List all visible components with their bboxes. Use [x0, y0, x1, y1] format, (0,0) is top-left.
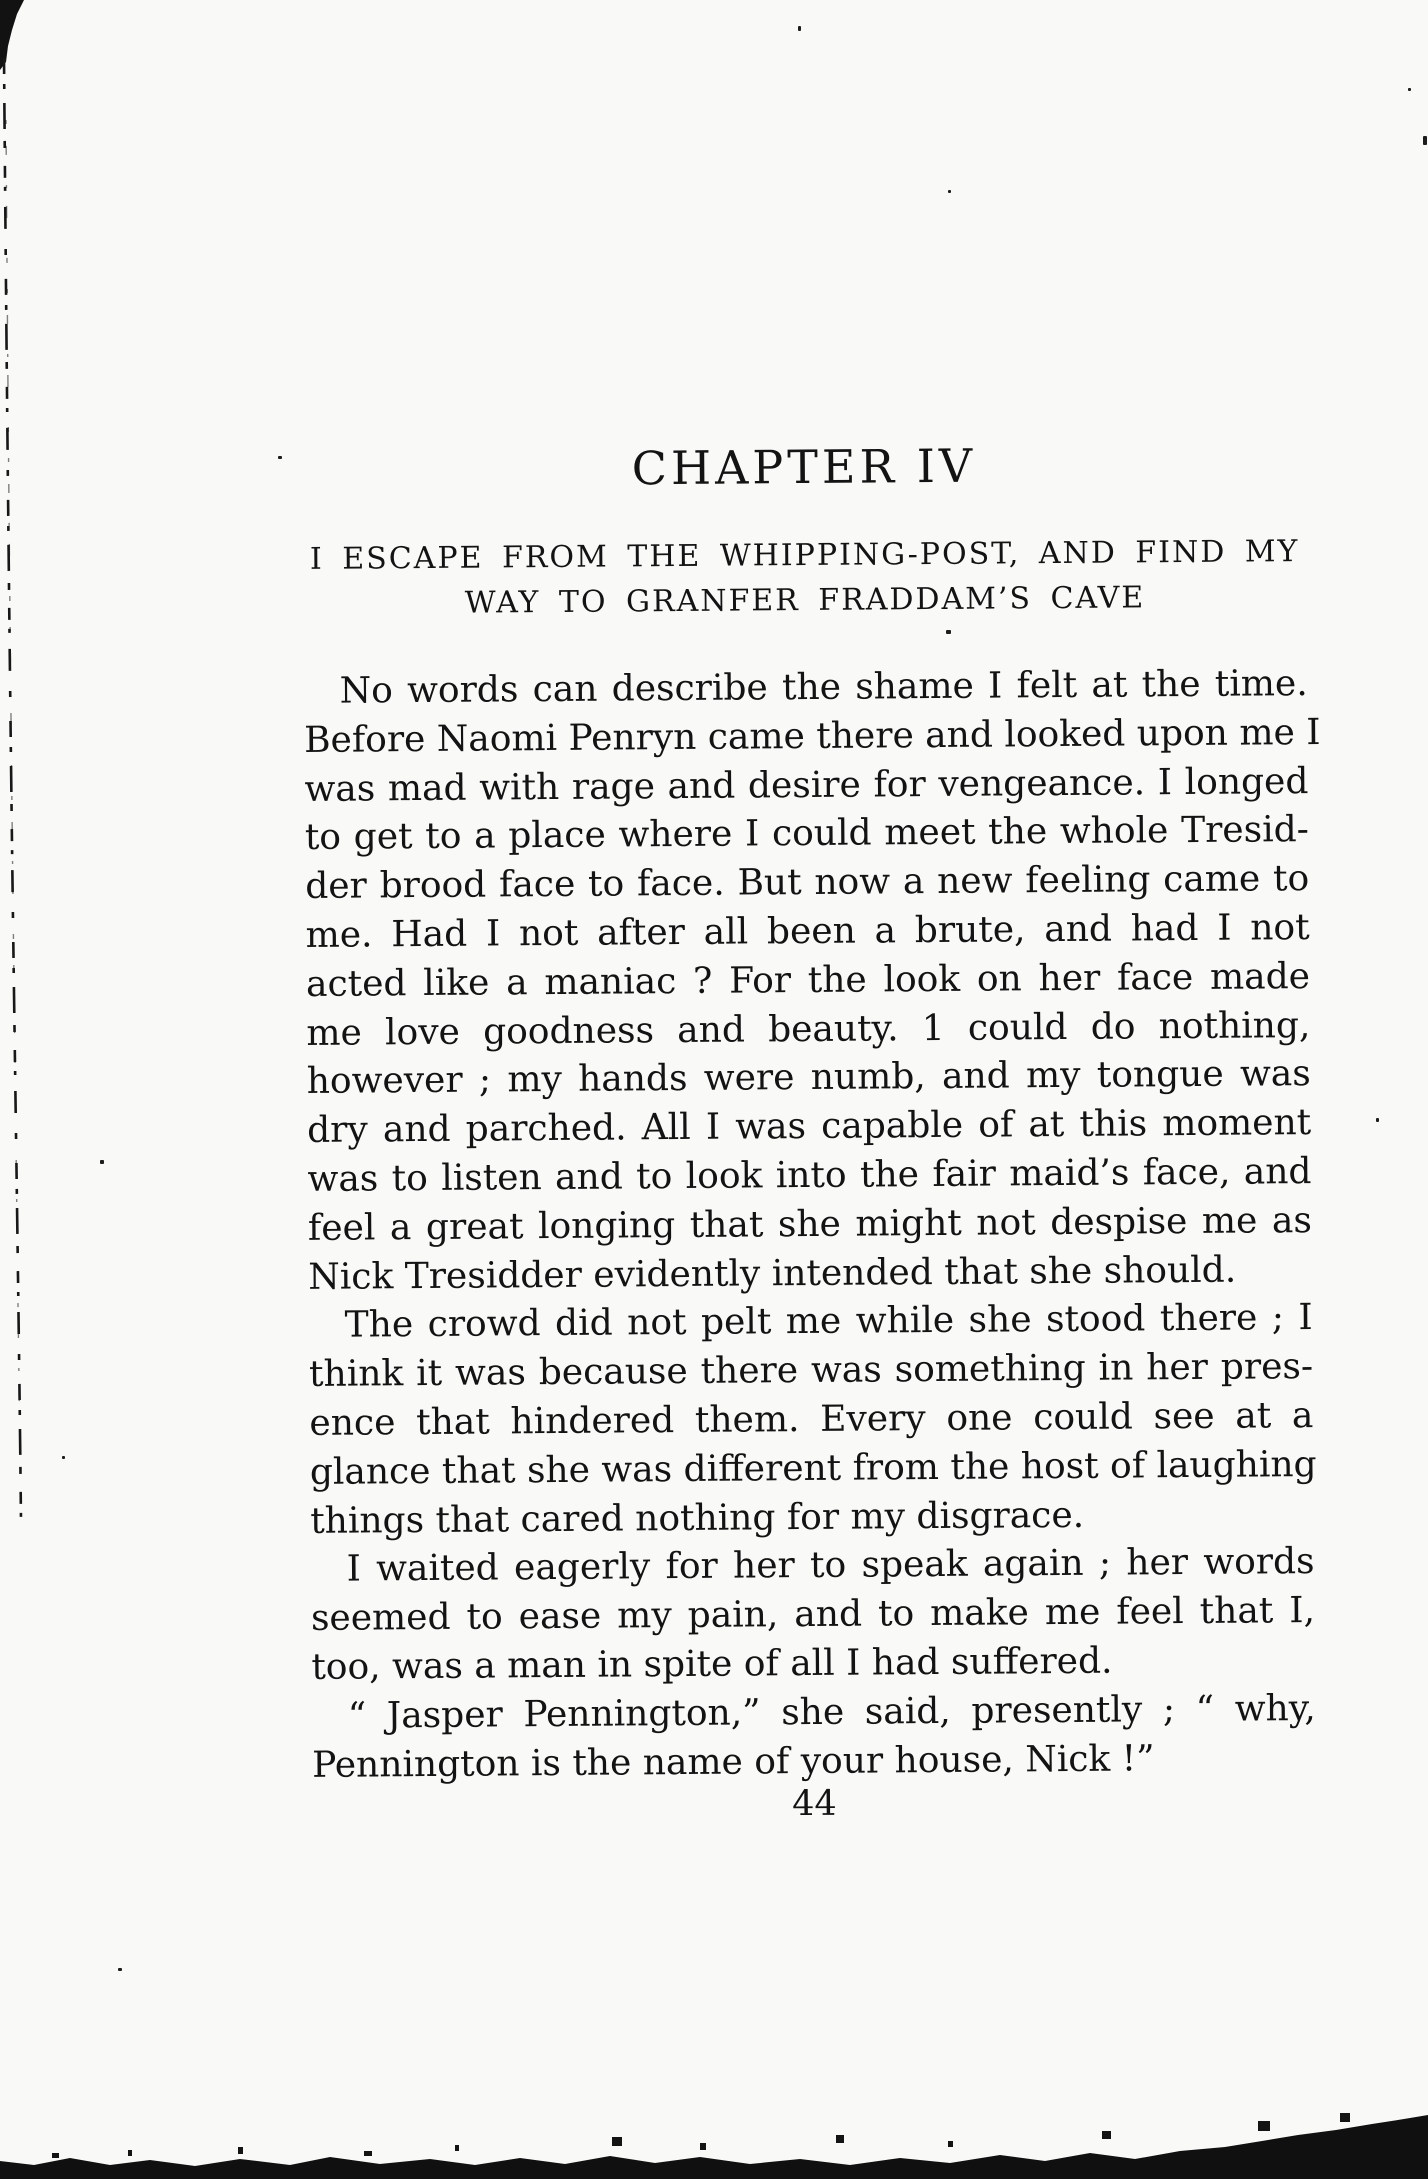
chapter-subtitle-line-2: WAY TO GRANFER FRADDAM’S CAVE: [464, 580, 1146, 621]
text-line-p4-l1: “ Jasper Pennington,” she said, presently ; “ why,: [347, 1687, 1316, 1737]
text-line-p1-l11: was to listen and to look into the fair maid’s face, and: [307, 1151, 1312, 1200]
scan-speck: [100, 1160, 104, 1164]
scan-speck: [1376, 1118, 1379, 1122]
text-line-p1-l1: No words can describe the shame I felt at the time.: [339, 663, 1308, 712]
text-line-p1-l4: to get to a place where I could meet the whole Tresid-: [304, 809, 1309, 859]
chapter-heading: CHAPTER IV: [631, 438, 977, 496]
scan-speck: [1408, 88, 1411, 91]
scan-speck: [62, 1456, 65, 1459]
text-line-p3-l1: I waited eagerly for her to speak again ; her words: [346, 1541, 1315, 1590]
page-number: 44: [792, 1783, 837, 1825]
text-line-p1-l8: me love goodness and beauty. 1 could do nothing,: [306, 1004, 1311, 1054]
text-line-p4-l2: Pennington is the name of your house, Nick !”: [311, 1737, 1155, 1786]
text-line-p1-l7: acted like a maniac ? For the look on her face made: [305, 955, 1311, 1005]
text-line-p1-l9: however ; my hands were numb, and my tongue was: [306, 1053, 1311, 1103]
text-line-p1-l2: Before Naomi Penryn came there and looked upon me I: [303, 711, 1321, 761]
chapter-subtitle: [303, 529, 1308, 627]
text-line-p1-l6: me. Had I not after all been a brute, and had I not: [305, 907, 1310, 956]
text-line-p1-l13: Nick Tresidder evidently intended that she should.: [308, 1249, 1237, 1298]
scan-speck: [798, 26, 801, 31]
text-line-p2-l4: glance that she was different from the host of laughing: [309, 1443, 1317, 1493]
text-line-p3-l2: seemed to ease my pain, and to make me feel that I,: [310, 1590, 1316, 1640]
scan-speck: [946, 630, 951, 634]
text-line-p1-l3: was mad with rage and desire for vengeance. I longed: [304, 760, 1309, 810]
scan-speck: [118, 1968, 122, 1971]
scan-artifact-left-edge: [0, 0, 34, 1700]
scan-speck: [278, 456, 282, 459]
text-line-p2-l1: The crowd did not pelt me while she stood there ; I: [344, 1297, 1313, 1347]
text-line-p2-l3: ence that hindered them. Every one could see at a: [309, 1394, 1314, 1444]
text-line-p2-l2: think it was because there was something in her pres-: [308, 1346, 1314, 1396]
text-line-p2-l5: things that cared nothing for my disgrace.: [310, 1494, 1085, 1542]
body-text: [303, 660, 1321, 1790]
text-line-p1-l5: der brood face to face. But now a new feeling came to: [305, 858, 1310, 908]
chapter-subtitle-line-1: I ESCAPE FROM THE WHIPPING-POST, AND FIND MY: [309, 534, 1300, 577]
page-content: [298, 0, 1319, 2179]
text-line-p1-l12: feel a great longing that she might not despise me as: [307, 1199, 1313, 1249]
scan-speck: [1423, 136, 1427, 145]
scan-speck: [948, 190, 951, 193]
text-line-p3-l3: too, was a man in spite of all I had suffered.: [311, 1640, 1113, 1688]
text-line-p1-l10: dry and parched. All I was capable of at this moment: [307, 1102, 1312, 1152]
